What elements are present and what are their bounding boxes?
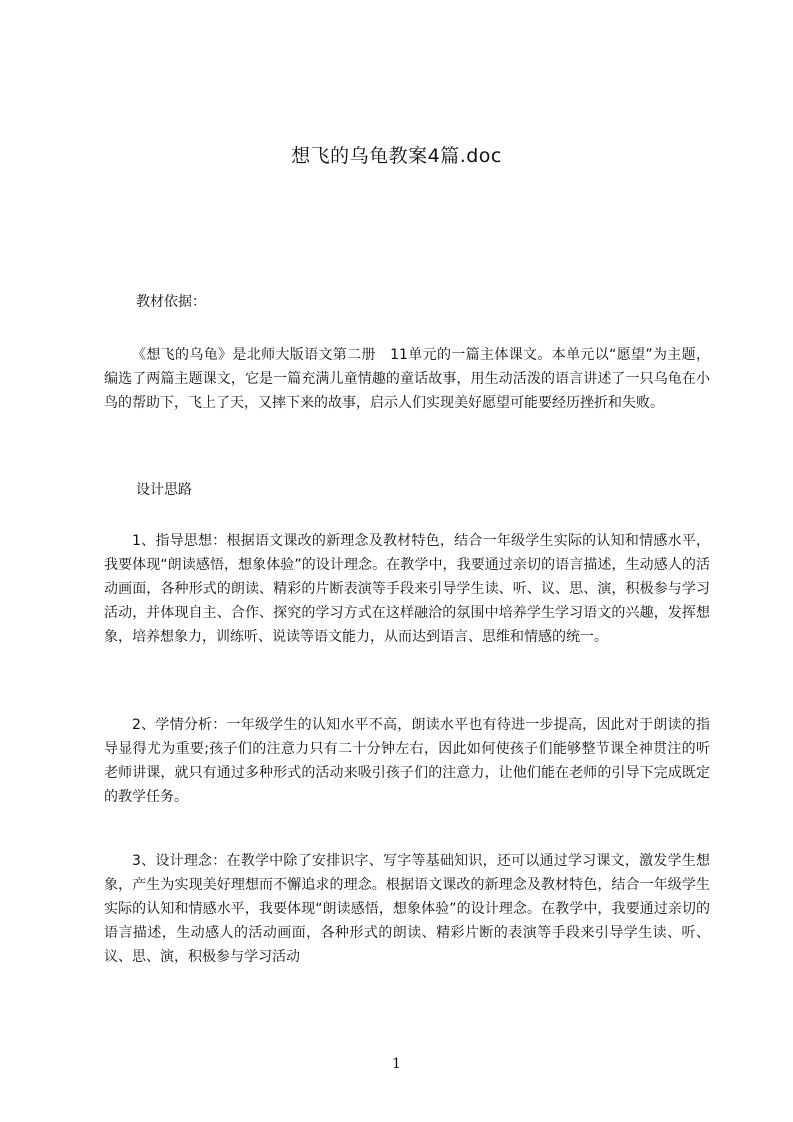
section-heading-textbook-basis: 教材依据： bbox=[136, 294, 206, 310]
paragraph-design-concept: 3、设计理念：在教学中除了安排识字、写字等基础知识，还可以通过学习课文，激发学生想象，产生为实现美好理想而不懈追求的理念。根据语文课改的新理念及教材特色，结合一年级学生实际的认知和情感水平，我要体现“朗读感悟，想象体验”的设计理念。在教学中，我要通过亲切的语言描述，生动感人的活动画面，各种形式的朗读、精彩片断的表演等手段来引导学生读、听、议、思、演，积极参与学习活动 bbox=[104, 853, 710, 965]
paragraph-student-analysis: 2、学情分析：一年级学生的认知水平不高，朗读水平也有待进一步提高，因此对于朗读的指导显得尤为重要;孩子们的注意力只有二十分钟左右，因此如何使孩子们能够整节课全神贯注的听老师讲课，就只有通过多种形式的活动来吸引孩子们的注意力，让他们能在老师的引导下完成既定的教学任务。 bbox=[104, 717, 710, 805]
paragraph-textbook-basis: 《想飞的乌龟》是北师大版语文第二册 11单元的一篇主体课文。本单元以“愿望”为主题，编选了两篇主题课文，它是一篇充满儿童情趣的童话故事，用生动活泼的语言讲述了一只乌龟在小鸟的帮助下，飞上了天，又摔下来的故事，启示人们实现美好愿望可能要经历挫折和失败。 bbox=[104, 347, 710, 411]
paragraph-guiding-thought: 1、指导思想：根据语文课改的新理念及教材特色，结合一年级学生实际的认知和情感水平，我要体现“朗读感悟，想象体验”的设计理念。在教学中，我要通过亲切的语言描述，生动感人的活动画面，各种形式的朗读、精彩的片断表演等手段来引导学生读、听、议、思、演，积极参与学习活动，并体现自主、合作、探究的学习方式在这样融洽的氛围中培养学生学习语文的兴趣，发挥想象，培养想象力，训练听、说读等语文能力，从而达到语言、思维和情感的统一。 bbox=[104, 533, 710, 645]
document-title: 想飞的乌龟教案4篇.doc bbox=[291, 145, 502, 167]
section-heading-design-idea: 设计思路 bbox=[136, 482, 192, 498]
page-number: 1 bbox=[392, 1056, 401, 1072]
